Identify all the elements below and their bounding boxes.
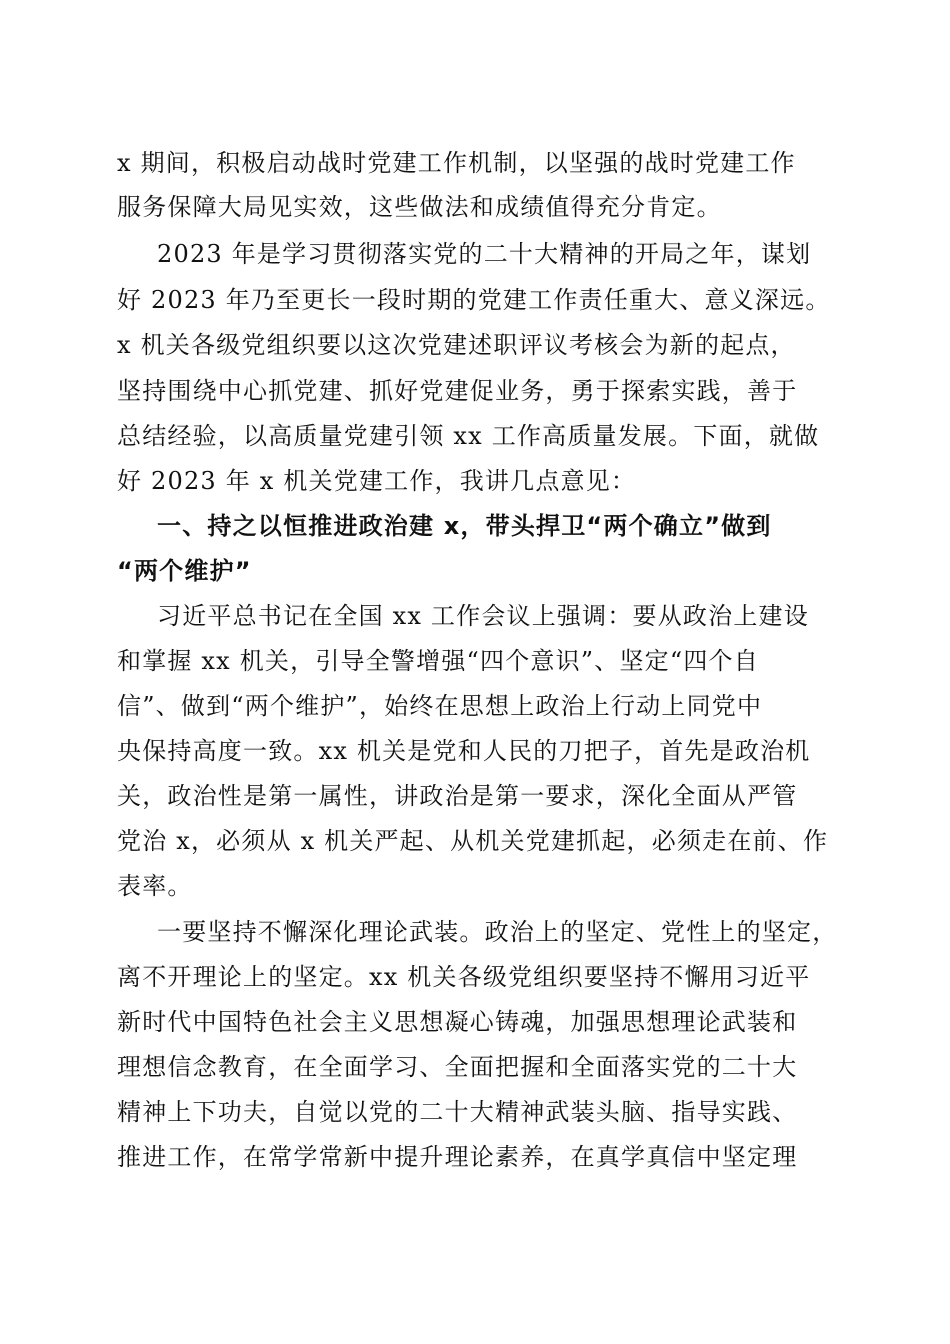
body-text-line: 党治 x，必须从 x 机关严起、从机关党建抓起，必须走在前、作 — [117, 827, 829, 855]
body-text-line: 总结经验，以高质量党建引领 xx 工作高质量发展。下面，就做 — [117, 422, 820, 450]
body-text-line: 央保持高度一致。xx 机关是党和人民的刀把子，首先是政治机 — [117, 737, 811, 765]
body-text-line: x 机关各级党组织要以这次党建述职评议考核会为新的起点， — [117, 331, 796, 359]
body-text-line: 好 2023 年乃至更长一段时期的党建工作责任重大、意义深远。 — [117, 286, 831, 314]
paragraph-first-line: 2023 年是学习贯彻落实党的二十大精神的开局之年，谋划 — [157, 240, 812, 268]
body-text-line: 表率。 — [117, 872, 193, 900]
body-text-line: 离不开理论上的坚定。xx 机关各级党组织要坚持不懈用习近平 — [117, 963, 811, 991]
body-text-line: 和掌握 xx 机关，引导全警增强“四个意识”、坚定“四个自 — [117, 647, 759, 675]
body-text-line: 服务保障大局见实效，这些做法和成绩值得充分肯定。 — [117, 193, 722, 221]
body-text-line: 信”、做到“两个维护”，始终在思想上政治上行动上同党中 — [117, 692, 763, 720]
body-text-line: 精神上下功夫，自觉以党的二十大精神武装头脑、指导实践、 — [117, 1098, 798, 1126]
section-heading-continued: “两个维护” — [117, 557, 252, 585]
paragraph-first-line: 习近平总书记在全国 xx 工作会议上强调：要从政治上建设 — [157, 602, 809, 630]
section-heading: 一、持之以恒推进政治建 x，带头捍卫“两个确立”做到 — [157, 512, 772, 540]
paragraph-first-line: 一要坚持不懈深化理论武装。政治上的坚定、党性上的坚定， — [157, 918, 838, 946]
body-text-line: 推进工作，在常学常新中提升理论素养，在真学真信中坚定理 — [117, 1143, 798, 1171]
body-text-line: x 期间，积极启动战时党建工作机制，以坚强的战时党建工作 — [117, 149, 796, 177]
body-text-line: 关，政治性是第一属性，讲政治是第一要求，深化全面从严管 — [117, 782, 798, 810]
body-text-line: 好 2023 年 x 机关党建工作，我讲几点意见： — [117, 467, 637, 495]
body-text-line: 理想信念教育，在全面学习、全面把握和全面落实党的二十大 — [117, 1053, 798, 1081]
body-text-line: 坚持围绕中心抓党建、抓好党建促业务，勇于探索实践，善于 — [117, 377, 798, 405]
body-text-line: 新时代中国特色社会主义思想凝心铸魂，加强思想理论武装和 — [117, 1008, 798, 1036]
